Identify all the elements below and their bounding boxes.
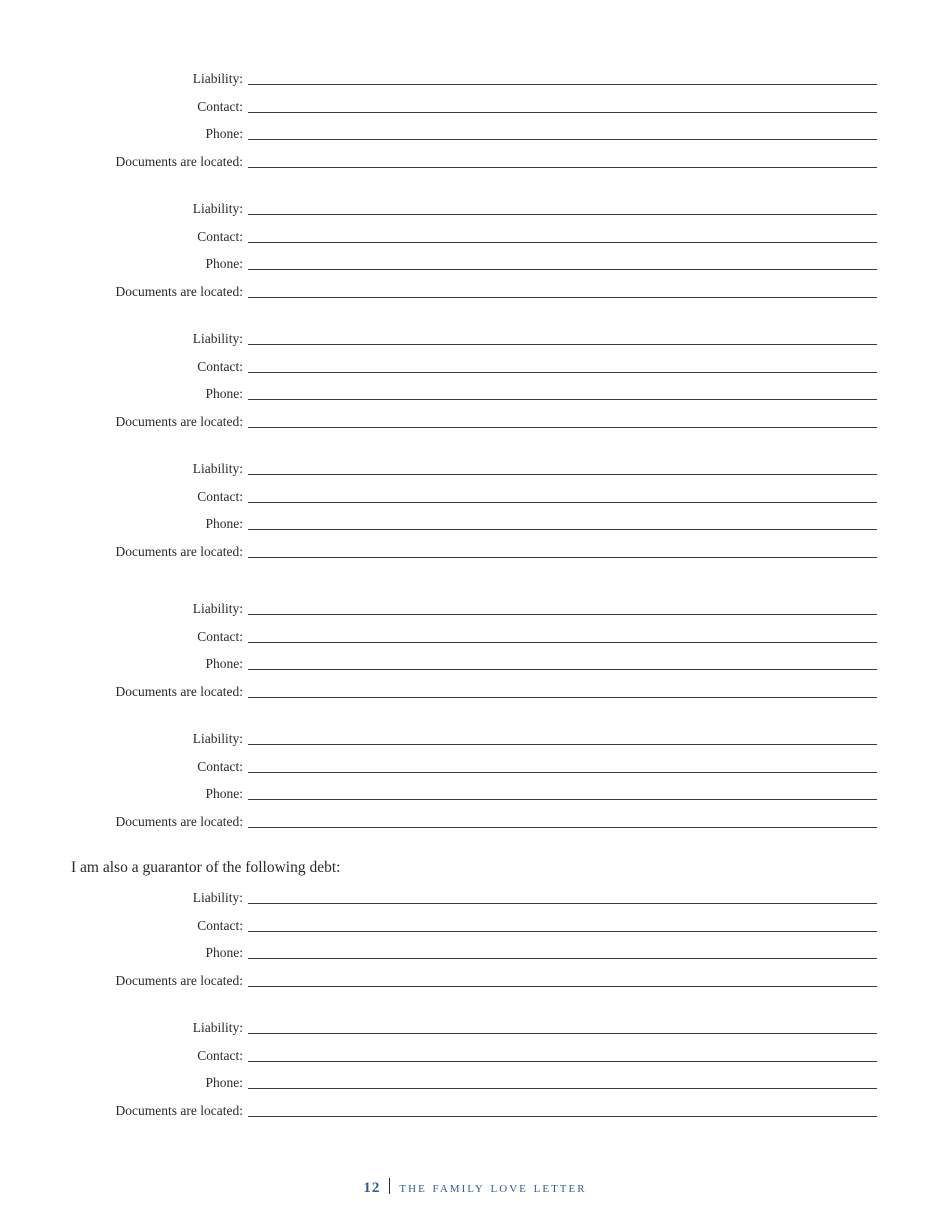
documents-field [0, 283, 950, 303]
liability-label: Liability: [192, 71, 243, 86]
liability-field [0, 70, 950, 90]
liability-blank-line[interactable] [248, 744, 877, 745]
liability-blank-line[interactable] [248, 614, 877, 615]
contact-field [0, 758, 950, 778]
contact-label: Contact: [197, 918, 243, 933]
documents-blank-line[interactable] [248, 986, 877, 987]
contact-field [0, 917, 950, 937]
documents-label: Documents are located: [115, 154, 243, 169]
contact-blank-line[interactable] [248, 642, 877, 643]
phone-blank-line[interactable] [248, 669, 877, 670]
contact-field [0, 1047, 950, 1067]
liability-label: Liability: [192, 201, 243, 216]
documents-blank-line[interactable] [248, 557, 877, 558]
liability-label: Liability: [192, 890, 243, 905]
documents-blank-line[interactable] [248, 427, 877, 428]
phone-label: Phone: [205, 786, 243, 801]
liability-label: Liability: [192, 1020, 243, 1035]
documents-blank-line[interactable] [248, 1116, 877, 1117]
documents-label: Documents are located: [115, 684, 243, 699]
contact-label: Contact: [197, 489, 243, 504]
contact-label: Contact: [197, 1048, 243, 1063]
contact-blank-line[interactable] [248, 372, 877, 373]
phone-blank-line[interactable] [248, 799, 877, 800]
contact-blank-line[interactable] [248, 112, 877, 113]
contact-field [0, 228, 950, 248]
documents-label: Documents are located: [115, 814, 243, 829]
documents-label: Documents are located: [115, 544, 243, 559]
liability-label: Liability: [192, 731, 243, 746]
documents-label: Documents are located: [115, 1103, 243, 1118]
liability-blank-line[interactable] [248, 214, 877, 215]
phone-field [0, 385, 950, 405]
contact-label: Contact: [197, 359, 243, 374]
phone-blank-line[interactable] [248, 399, 877, 400]
documents-field [0, 972, 950, 992]
liability-label: Liability: [192, 601, 243, 616]
liability-field [0, 730, 950, 750]
contact-blank-line[interactable] [248, 931, 877, 932]
phone-label: Phone: [205, 1075, 243, 1090]
liability-blank-line[interactable] [248, 474, 877, 475]
documents-label: Documents are located: [115, 414, 243, 429]
liability-blank-line[interactable] [248, 84, 877, 85]
contact-field [0, 358, 950, 378]
phone-blank-line[interactable] [248, 269, 877, 270]
phone-label: Phone: [205, 945, 243, 960]
contact-label: Contact: [197, 759, 243, 774]
phone-field [0, 515, 950, 535]
phone-label: Phone: [205, 386, 243, 401]
documents-field [0, 813, 950, 833]
phone-blank-line[interactable] [248, 958, 877, 959]
phone-field [0, 255, 950, 275]
liability-label: Liability: [192, 331, 243, 346]
phone-field [0, 655, 950, 675]
page-footer [0, 1178, 950, 1198]
page-number: 12 [363, 1180, 381, 1196]
liability-field [0, 460, 950, 480]
contact-label: Contact: [197, 229, 243, 244]
contact-label: Contact: [197, 629, 243, 644]
liability-field [0, 200, 950, 220]
contact-blank-line[interactable] [248, 772, 877, 773]
contact-field [0, 488, 950, 508]
contact-field [0, 628, 950, 648]
liability-field [0, 600, 950, 620]
documents-field [0, 543, 950, 563]
contact-blank-line[interactable] [248, 1061, 877, 1062]
contact-label: Contact: [197, 99, 243, 114]
contact-field [0, 98, 950, 118]
documents-field [0, 683, 950, 703]
guarantor-intro: I am also a guarantor of the following debt: [71, 859, 341, 876]
documents-field [0, 1102, 950, 1122]
liability-blank-line[interactable] [248, 1033, 877, 1034]
liability-label: Liability: [192, 461, 243, 476]
phone-field [0, 785, 950, 805]
phone-label: Phone: [205, 126, 243, 141]
phone-field [0, 944, 950, 964]
phone-blank-line[interactable] [248, 1088, 877, 1089]
documents-label: Documents are located: [115, 973, 243, 988]
documents-blank-line[interactable] [248, 167, 877, 168]
phone-blank-line[interactable] [248, 529, 877, 530]
documents-field [0, 153, 950, 173]
footer-divider [389, 1178, 390, 1194]
liability-blank-line[interactable] [248, 903, 877, 904]
documents-blank-line[interactable] [248, 697, 877, 698]
liability-field [0, 1019, 950, 1039]
phone-label: Phone: [205, 656, 243, 671]
documents-blank-line[interactable] [248, 827, 877, 828]
phone-field [0, 125, 950, 145]
documents-field [0, 413, 950, 433]
documents-blank-line[interactable] [248, 297, 877, 298]
contact-blank-line[interactable] [248, 242, 877, 243]
contact-blank-line[interactable] [248, 502, 877, 503]
documents-label: Documents are located: [115, 284, 243, 299]
phone-blank-line[interactable] [248, 139, 877, 140]
liability-field [0, 889, 950, 909]
liability-blank-line[interactable] [248, 344, 877, 345]
phone-label: Phone: [205, 516, 243, 531]
phone-field [0, 1074, 950, 1094]
liability-field [0, 330, 950, 350]
phone-label: Phone: [205, 256, 243, 271]
footer-title: the family love letter [399, 1180, 587, 1196]
